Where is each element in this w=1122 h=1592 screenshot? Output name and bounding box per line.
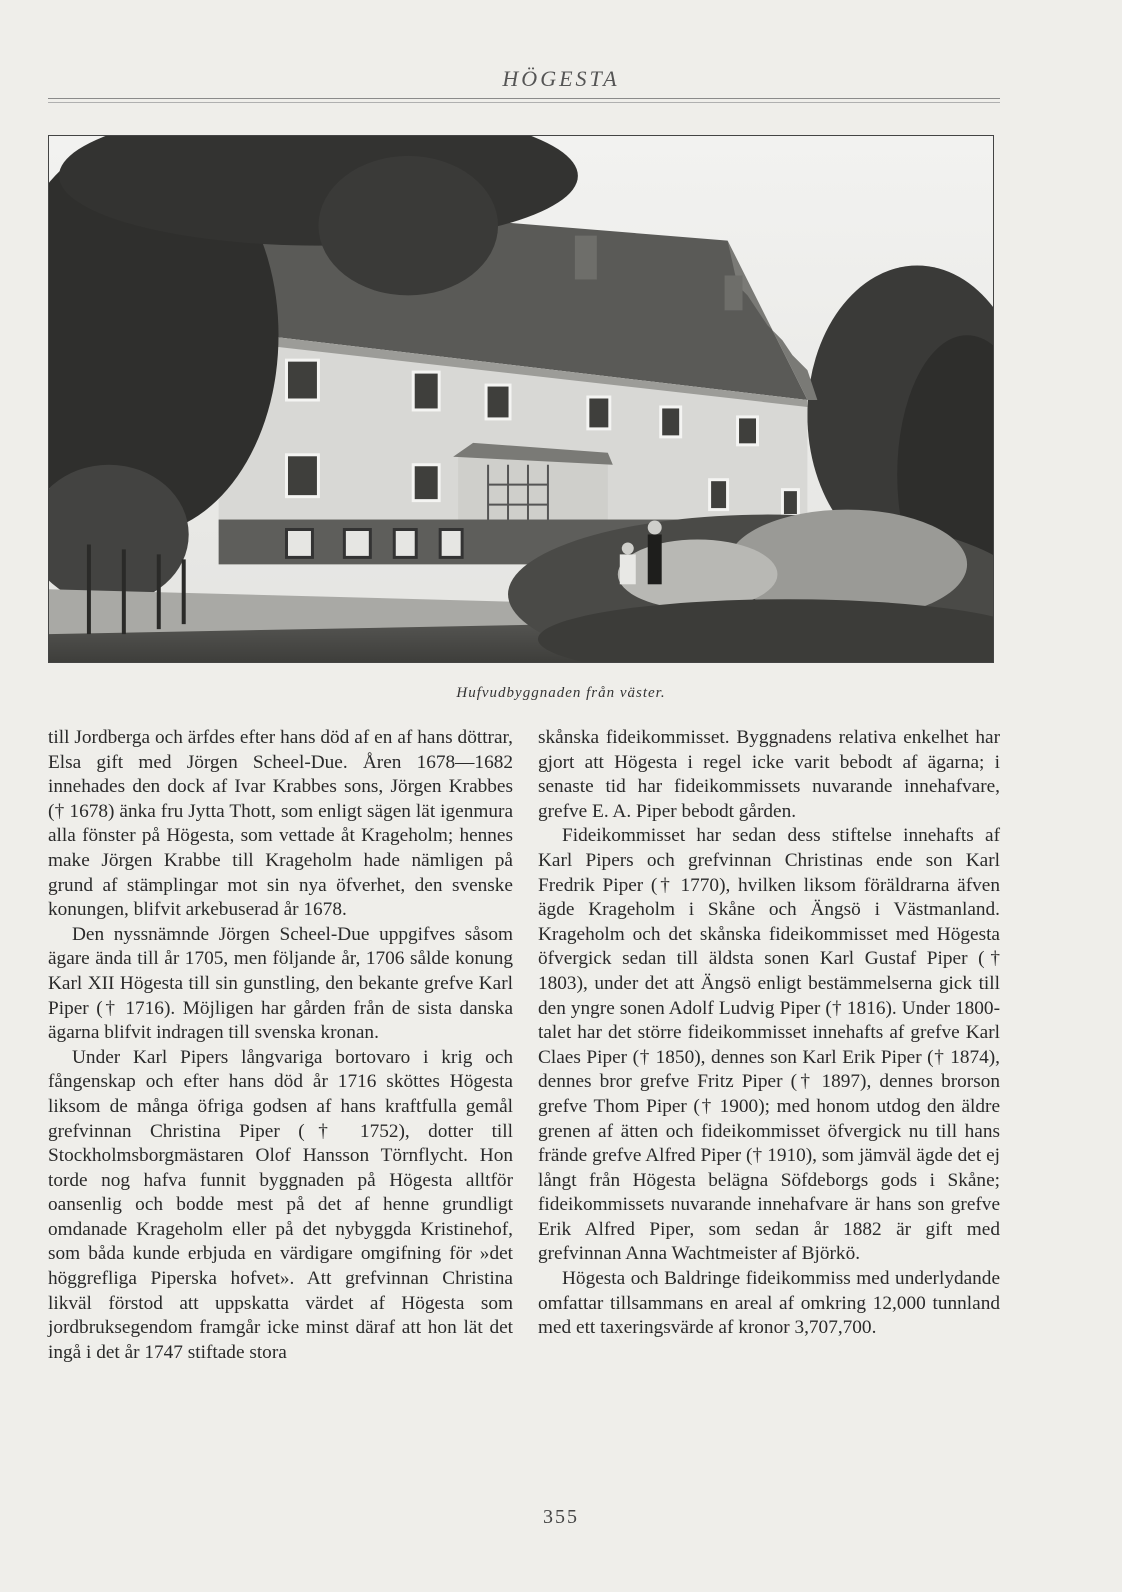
header-rule (48, 98, 1000, 99)
paragraph: skånska fideikommisset. Byggnadens relativa enkelhet har gjort att Högesta i regel icke varit bebodt af ägarna; i senaste tid har fideikommissets nuvarande innehafvare, grefve E. A. Piper bebodt gården. (538, 727, 1000, 822)
paragraph: Under Karl Pipers långvariga bortovaro i krig och fångenskap och efter hans död år 1716 sköttes Högesta liksom de många öfriga godsen af hans kraftfulla gemål grefvinnan Christina Piper († 1752), dotter till Stockholmsborgmästaren Olof Hansson Törnflycht. Hon torde nog hafva funnit byggnaden på Högesta alltför oansenlig och bodde mest på det af henne grundligt omdanade Krageholm eller på det nybyggda Kristinehof, som båda kunde erbjuda en värdigare omgifning för »det höggrefliga Piperska hofvet». Att grefvinnan Christina likväl förstod att uppskatta värdet af Högesta som jordbruksegendom framgår icke minst däraf att hon lät det ingå i det år 1747 stiftade stora (48, 1046, 513, 1363)
paragraph: Den nyssnämnde Jörgen Scheel-Due uppgifves såsom ägare ända till år 1705, men följande år, 1706 sålde konung Karl XII Högesta till sin gunstling, den bekante grefve Karl Piper († 1716). Möjligen har gården från de sista danska ägarna blifvit indragen till svenska kronan. (48, 923, 513, 1044)
paragraph: till Jordberga och ärfdes efter hans död af en af hans döttrar, Elsa gift med Jörgen Scheel-Due. Åren 1678—1682 innehades den dock af Ivar Krabbes sons, Jörgen Krabbes († 1678) änka fru Jytta Thott, som enligt sägen lät igenmura alla fönster på Högesta, som vettade åt Krageholm; hennes make Jörgen Krabbe till Krageholm hade nämligen på grund af stämplingar mot sin nya öfverhet, den svenske konungen, blifvit arkebuserad år 1678. (48, 727, 513, 921)
manor-photograph (48, 135, 994, 663)
text-column-right (538, 726, 1000, 1341)
figure-caption: Hufvudbyggnaden från väster. (456, 685, 666, 701)
text-column-left (48, 726, 513, 1365)
page-number: 355 (543, 1506, 579, 1528)
header-rule-thin (48, 102, 1000, 103)
running-head: HÖGESTA (502, 66, 620, 91)
paragraph: Högesta och Baldringe fideikommiss med underlydande omfattar tillsammans en areal af omkring 12,000 tunnland med ett taxeringsvärde af kronor 3,707,700. (538, 1268, 1000, 1339)
manor-photo-illustration (49, 136, 993, 662)
paragraph: Fideikommisset har sedan dess stiftelse innehafts af Karl Pipers och grefvinnan Christinas ende son Karl Fredrik Piper († 1770), hvilken liksom föräldrarna äfven ägde Krageholm i Skåne och Ängsö i Västmanland. Krageholm och det skånska fideikommisset med Högesta öfvergick sedan till äldsta sonen Karl Gustaf Piper († 1803), under det att Ängsö enligt bestämmelserna gick till den yngre sonen Adolf Ludvig Piper († 1816). Under 1800-talet har det större fideikommisset innehafts af grefve Karl Claes Piper († 1850), dennes son Karl Erik Piper († 1874), dennes bror grefve Fritz Piper († 1897), dennes brorson grefve Thom Piper († 1900); med honom utdog den äldre grenen af ätten och fideikommisset öfvergick nu till hans frände grefve Alfred Piper († 1910), som jämväl ägde det ej långt från Högesta belägna Söfdeborgs gods i Skåne; fideikommissets nuvarande innehafvare är hans son grefve Erik Alfred Piper, som sedan år 1882 är gift med grefvinnan Anna Wachtmeister af Björkö. (538, 825, 1000, 1265)
